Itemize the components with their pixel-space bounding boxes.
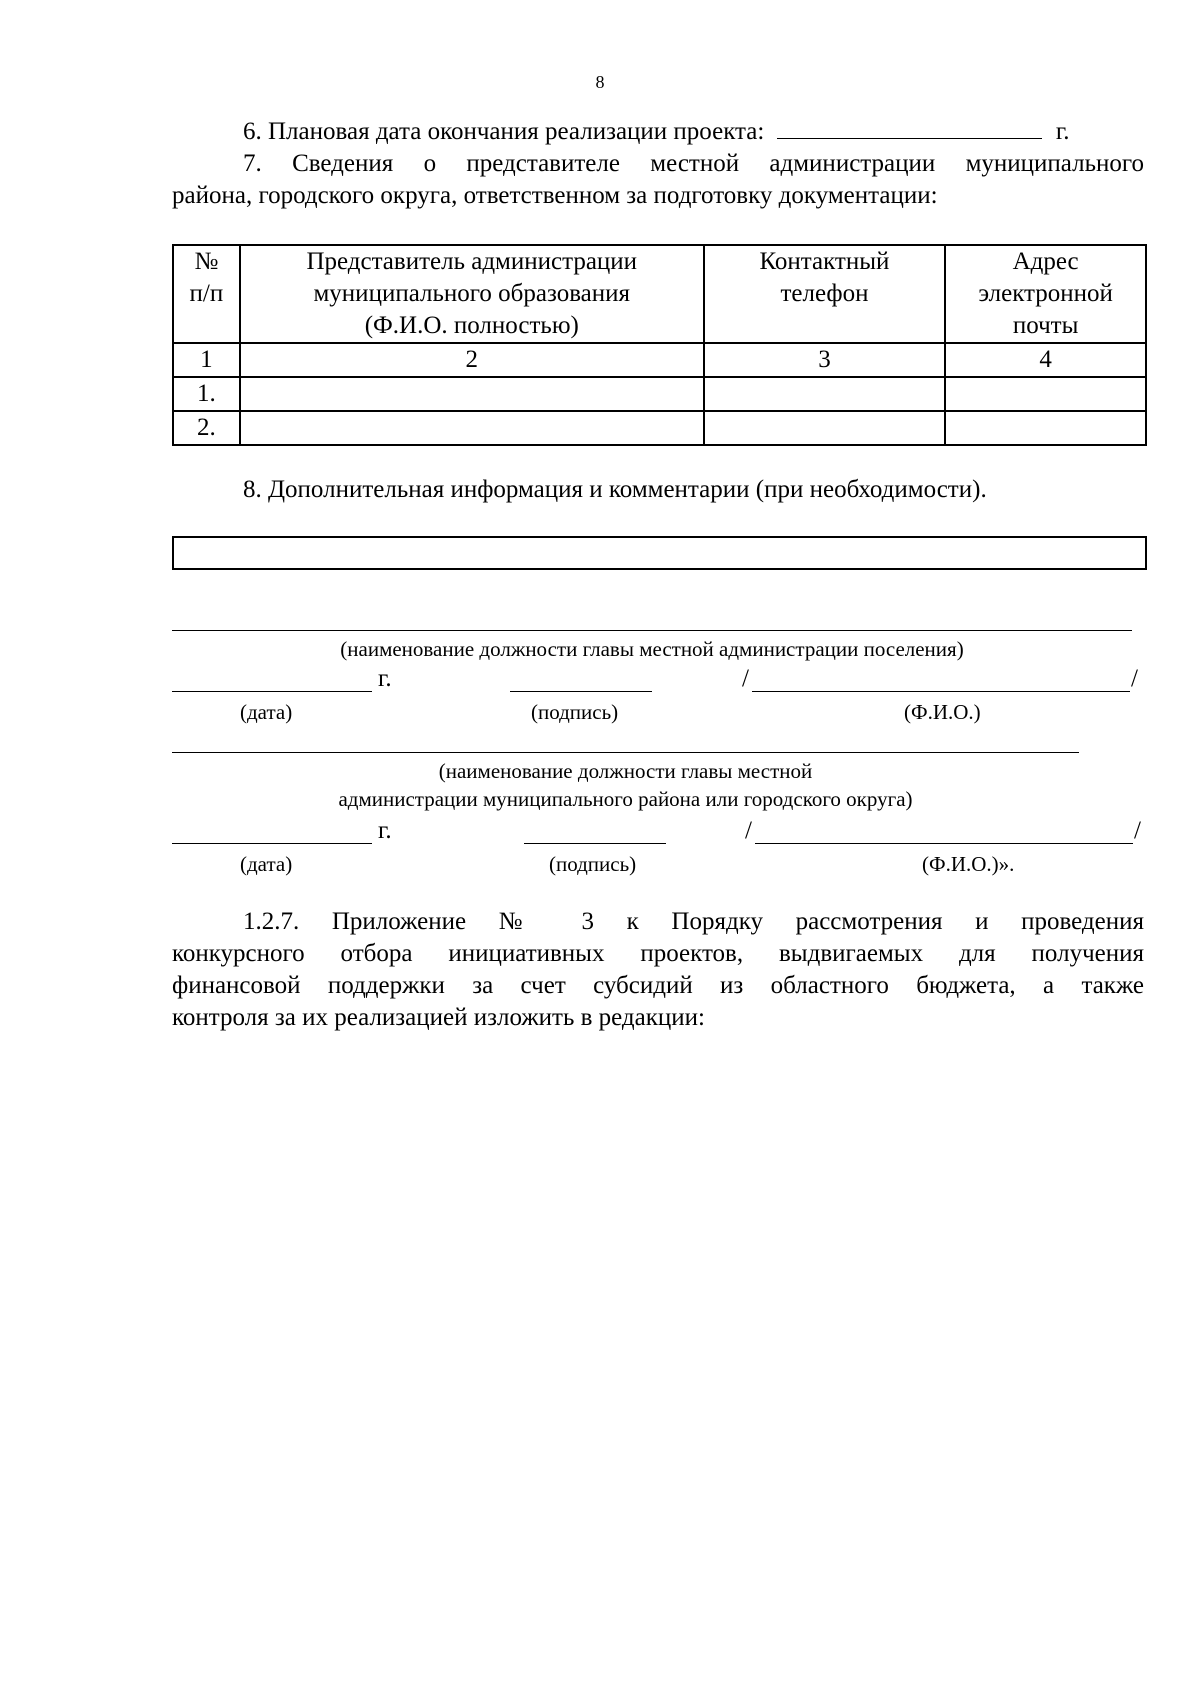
header-email-line3: почты xyxy=(1012,312,1079,339)
position-caption-2-line2: администрации муниципального района или городского округа) xyxy=(338,787,913,811)
header-representative-line3: (Ф.И.О. полностью) xyxy=(364,312,579,339)
slash-right-2: / xyxy=(1134,817,1141,844)
header-email xyxy=(945,245,1146,343)
name-line-1 xyxy=(752,691,1130,692)
table-row xyxy=(173,377,1146,411)
numbering-cell: 3 xyxy=(704,343,946,377)
numbering-cell: 1 xyxy=(173,343,240,377)
item127-paragraph xyxy=(172,906,1144,1034)
date-caption-1: (дата) xyxy=(240,700,293,724)
name-caption-1: (Ф.И.О.) xyxy=(904,700,981,724)
numbering-cell: 4 xyxy=(945,343,1146,377)
header-email-line2: электронной xyxy=(978,280,1113,307)
item7-paragraph xyxy=(172,148,1144,212)
signature-caption-2: (подпись) xyxy=(549,852,637,876)
header-representative-line2: муниципального образования xyxy=(313,280,631,307)
row-number-cell: 2. xyxy=(173,411,240,445)
position-caption-1: (наименование должности главы местной администрации поселения) xyxy=(340,637,964,661)
comments-box[interactable] xyxy=(172,536,1147,570)
name-line-2 xyxy=(755,843,1133,844)
date-line-1 xyxy=(172,691,372,692)
header-number xyxy=(173,245,240,343)
email-cell[interactable] xyxy=(945,411,1146,445)
item6-year-suffix: г. xyxy=(1055,118,1070,145)
date-line-2 xyxy=(172,843,372,844)
header-phone xyxy=(704,245,946,343)
item127-line4: контроля за их реализацией изложить в редакции: xyxy=(172,1004,705,1031)
representatives-table xyxy=(172,244,1147,446)
header-number-line2: п/п xyxy=(189,280,224,307)
header-email-line1: Адрес xyxy=(1012,248,1079,275)
item6-text: 6. Плановая дата окончания реализации проекта: xyxy=(243,118,765,145)
representative-cell[interactable] xyxy=(240,411,704,445)
header-representative-line1: Представитель администрации xyxy=(306,248,638,275)
row-number-cell: 1. xyxy=(173,377,240,411)
table-row xyxy=(173,411,1146,445)
email-cell[interactable] xyxy=(945,377,1146,411)
year-suffix-1: г. xyxy=(378,665,392,692)
representative-cell[interactable] xyxy=(240,377,704,411)
name-caption-2: (Ф.И.О.)». xyxy=(922,852,1015,876)
year-suffix-2: г. xyxy=(378,817,392,844)
item7-line2: района, городского округа, ответственном за подготовку документации: xyxy=(172,182,938,209)
item127-line3: финансовой поддержки за счет субсидий из областного бюджета, а также xyxy=(172,972,1144,999)
numbering-cell: 2 xyxy=(240,343,704,377)
header-number-line1: № xyxy=(194,248,219,275)
header-phone-line2: телефон xyxy=(780,280,869,307)
slash-left-1: / xyxy=(742,665,749,692)
phone-cell[interactable] xyxy=(704,377,946,411)
table-header-row xyxy=(173,245,1146,343)
header-representative xyxy=(240,245,704,343)
date-caption-2: (дата) xyxy=(240,852,293,876)
position-line-1 xyxy=(172,630,1132,631)
slash-right-1: / xyxy=(1131,665,1138,692)
phone-cell[interactable] xyxy=(704,411,946,445)
signature-caption-1: (подпись) xyxy=(531,700,619,724)
item127-line1: 1.2.7. Приложение № 3 к Порядку рассмотрения и проведения xyxy=(243,908,1144,935)
position-caption-2-line1: (наименование должности главы местной xyxy=(438,759,813,783)
item6-line xyxy=(243,116,1070,148)
signature-line-1 xyxy=(510,691,652,692)
item127-line2: конкурсного отбора инициативных проектов, выдвигаемых для получения xyxy=(172,940,1144,967)
item8-text: 8. Дополнительная информация и комментарии (при необходимости). xyxy=(243,476,987,503)
position-line-2 xyxy=(172,752,1079,753)
table-numbering-row xyxy=(173,343,1146,377)
page-number: 8 xyxy=(595,72,605,92)
signature-line-2 xyxy=(524,843,666,844)
slash-left-2: / xyxy=(745,817,752,844)
item7-line1: 7. Сведения о представителе местной администрации муниципального xyxy=(243,150,1144,177)
header-phone-line1: Контактный xyxy=(759,248,890,275)
end-date-blank xyxy=(777,116,1042,139)
